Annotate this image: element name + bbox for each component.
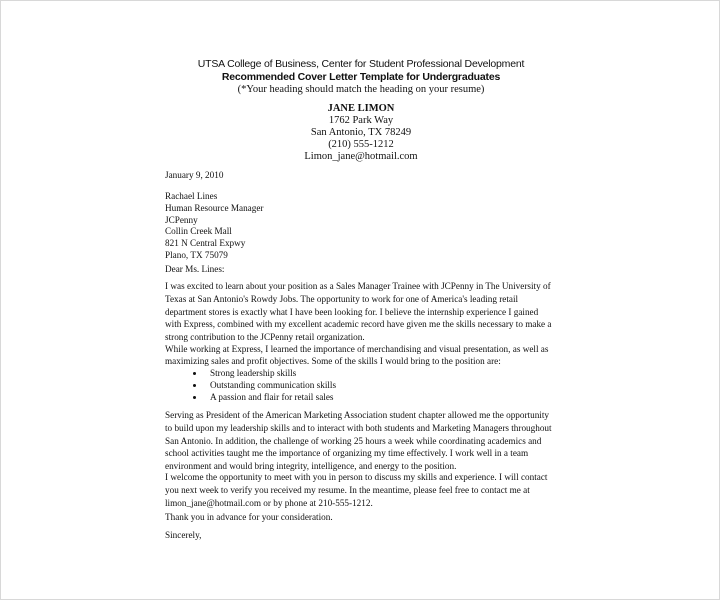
- paragraph-2: [165, 343, 548, 403]
- closing-line: [165, 529, 201, 542]
- recipient-line: Plano, TX 75079: [165, 249, 228, 260]
- text-line: with Express, combined with my excellent academic record have given me the skills necessary to make a: [165, 319, 552, 330]
- recipient-line: Collin Creek Mall: [165, 226, 232, 237]
- recipient-line: JCPenny: [165, 214, 198, 225]
- text-line: department stores is exactly what I have been looking for. I believe the internship experience I gained: [165, 306, 539, 317]
- bullet-item: [165, 379, 548, 391]
- recipient-line: 821 N Central Expwy: [165, 238, 246, 249]
- recipient-line: Human Resource Manager: [165, 202, 264, 213]
- text-line: maximizing sales and profit objectives. Some of the skills I would bring to the position are:: [165, 356, 501, 366]
- sender-phone: (210) 555-1212: [328, 139, 394, 150]
- text-line: I welcome the opportunity to meet with you in person to discuss my skills and experience. I will contact: [165, 472, 548, 482]
- bullet-icon: [193, 384, 196, 387]
- salutation: [165, 263, 224, 276]
- text-line: environment and would bring integrity, intelligence, and energy to the position.: [165, 461, 457, 472]
- text-line: San Antonio. In addition, the challenge of working 25 hours a week while coordinating academics and: [165, 435, 542, 446]
- header-note: (*Your heading should match the heading on your resume): [237, 84, 485, 95]
- date-text: January 9, 2010: [165, 170, 224, 180]
- thanks-line: [165, 511, 333, 524]
- bullet-item: [165, 391, 548, 403]
- bullet-icon: [193, 372, 196, 375]
- closing-text: Sincerely,: [165, 530, 202, 540]
- text-line: strong contribution to the JCPenny retail organization.: [165, 332, 365, 343]
- bullet-text: A passion and flair for retail sales: [210, 392, 334, 402]
- sender-email: Limon_jane@hotmail.com: [304, 151, 418, 162]
- bullet-item: [165, 367, 548, 379]
- sender-street: 1762 Park Way: [328, 115, 394, 126]
- header-title: Recommended Cover Letter Template for Undergraduates: [221, 71, 501, 83]
- paragraph-1: [165, 280, 552, 344]
- letter-date: [165, 169, 223, 182]
- text-line: school activities taught me the importance of organizing my time effectively. I work well in a team: [165, 448, 529, 459]
- text-line: I was excited to learn about your position as a Sales Manager Trainee with JCPenny in The University of: [165, 281, 551, 291]
- text-line: limon_jane@hotmail.com or by phone at 210-555-1212.: [165, 497, 373, 508]
- recipient-block: [165, 191, 263, 262]
- text-line: Texas at San Antonio's Rowdy Jobs. The opportunity to work for one of America's leading retail: [165, 293, 519, 304]
- salutation-text: Dear Ms. Lines:: [165, 264, 225, 274]
- bullet-icon: [193, 396, 196, 399]
- text-line: While working at Express, I learned the importance of merchandising and visual presentation, as well as: [165, 344, 549, 354]
- sender-city: San Antonio, TX 78249: [310, 127, 412, 138]
- paragraph-3: [165, 409, 552, 473]
- paragraph-4: [165, 471, 547, 509]
- header-organization: UTSA College of Business, Center for Student Professional Development: [197, 58, 525, 70]
- sender-name: JANE LIMON: [327, 103, 395, 114]
- text-line: you next week to verify you received my resume. In the meantime, please feel free to contact me at: [165, 484, 530, 495]
- thanks-text: Thank you in advance for your consideration.: [165, 512, 333, 522]
- text-line: to build upon my leadership skills and to interact with both students and Marketing Managers throughout: [165, 422, 552, 433]
- recipient-line: Rachael Lines: [165, 191, 218, 201]
- text-line: Serving as President of the American Marketing Association student chapter allowed me the opportunity: [165, 410, 549, 420]
- bullet-text: Outstanding communication skills: [210, 380, 337, 390]
- bullet-text: Strong leadership skills: [210, 368, 297, 378]
